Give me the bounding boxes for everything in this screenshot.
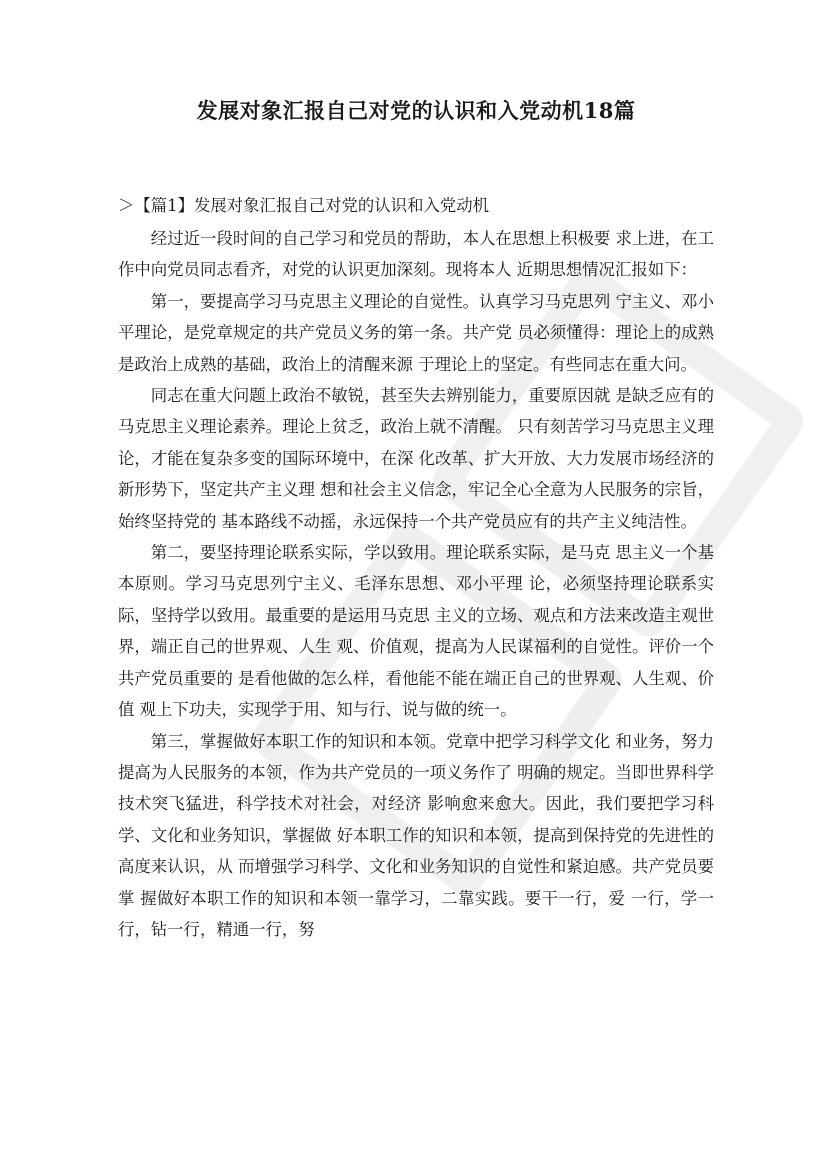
paragraph-second-point: 第二，要坚持理论联系实际，学以致用。理论联系实际，是马克 思主义一个基本原则。学习马克思列宁主义、毛泽东思想、邓小平理 论，必须坚持理论联系实际，坚持学以致用。最重要的是运用马克思 主义的立场、观点和方法来改造主观世界，端正自己的世界观、人生 观、价值观，提高为人民谋福利的自觉性。评价一个共产党员重要的 是看他做的怎么样，看他能不能在端正自己的世界观、人生观、价值 观上下功夫，实现学于用、知与行、说与做的统一。: [118, 543, 714, 720]
section-heading: ＞【篇1】发展对象汇报自己对党的认识和入党动机: [118, 196, 490, 215]
document-page: [118, 96, 714, 945]
paragraph-third-point: 第三，掌握做好本职工作的知识和本领。党章中把学习科学文化 和业务，努力提高为人民服务的本领，作为共产党员的一项义务作了 明确的规定。当即世界科学技术突飞猛进，科学技术对社会，对经济 影响愈来愈大。因此，我们要把学习科学、文化和业务知识，掌握做 好本职工作的知识和本领，提高到保持党的先进性的高度来认识，从 而增强学习科学、文化和业务知识的自觉性和紧迫感。共产党员要掌 握做好本职工作的知识和本领一靠学习，二靠实践。要干一行，爱 一行，学一行，钻一行，精通一行，努: [118, 731, 714, 939]
paragraph-first-point: 第一，要提高学习马克思主义理论的自觉性。认真学习马克思列 宁主义、邓小平理论，是党章规定的共产党员义务的第一条。共产党 员必须懂得：理论上的成熟是政治上成熟的基础，政治上的清醒来源 于理论上的坚定。有些同志在重大问。: [118, 291, 714, 374]
document-title: 发展对象汇报自己对党的认识和入党动机18篇: [196, 98, 636, 123]
paragraph-intro: 经过近一段时间的自己学习和党员的帮助，本人在思想上积极要 求上进，在工作中向党员同志看齐，对党的认识更加深刻。现将本人 近期思想情况汇报如下：: [118, 229, 714, 280]
paragraph-first-point-continued: 同志在重大问题上政治不敏锐，甚至失去辨别能力，重要原因就 是缺乏应有的马克思主义理论素养。理论上贫乏，政治上就不清醒。 只有刻苦学习马克思主义理论，才能在复杂多变的国际环境中，在深 化改革、扩大开放、大力发展市场经济的新形势下，坚定共产主义理 想和社会主义信念，牢记全心全意为人民服务的宗旨，始终坚持党的 基本路线不动摇，永远保持一个共产党员应有的共产主义纯洁性。: [118, 386, 714, 531]
